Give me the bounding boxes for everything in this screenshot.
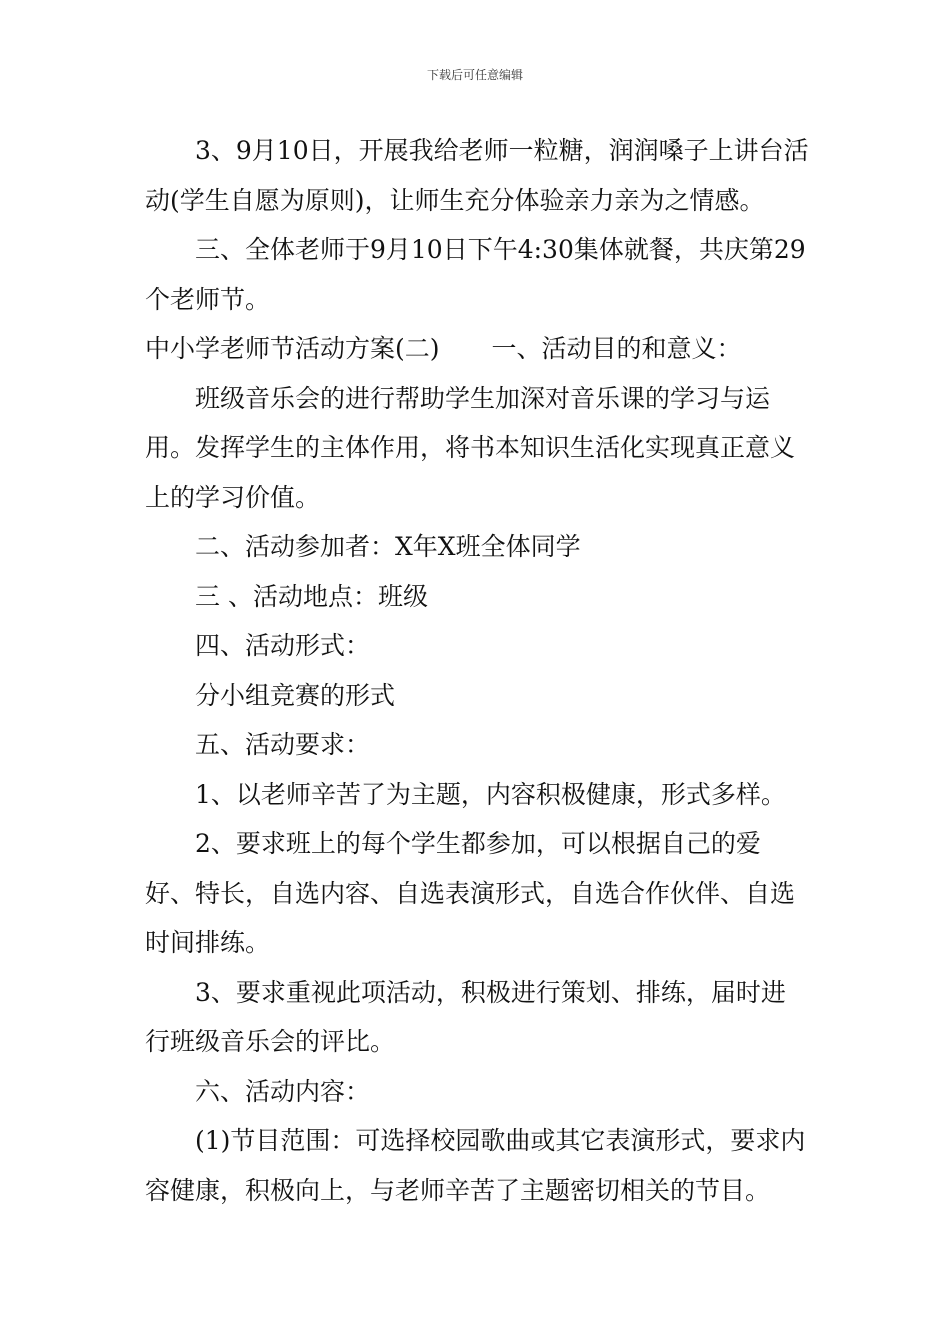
- plan-two-title: 中小学老师节活动方案(二): [145, 334, 440, 363]
- section-purpose-heading: 一、活动目的和意义：: [491, 334, 742, 363]
- requirement-item-1: 1、以老师辛苦了为主题，内容积极健康，形式多样。: [195, 779, 786, 809]
- paragraph-participants: 二、活动参加者：X年X班全体同学: [195, 532, 581, 561]
- page-header-note: 下载后可任意编辑: [426, 68, 523, 82]
- plan-two-heading: [145, 324, 810, 374]
- paragraph-location: 三 、活动地点：班级: [195, 581, 428, 611]
- document-body: [145, 126, 810, 1215]
- paragraph-teacher-candy-activity: 3、9月10日，开展我给老师一粒糖，润润嗓子上讲台活动(学生自愿为原则)，让师生充分体验亲力亲为之情感。: [145, 136, 809, 215]
- section-content-heading: 六、活动内容：: [195, 1076, 371, 1106]
- section-form-heading: 四、活动形式：: [195, 631, 371, 660]
- requirement-item-3: 3、要求重视此项活动，积极进行策划、排练，届时进行班级音乐会的评比。: [145, 977, 786, 1056]
- requirement-item-2: 2、要求班上的每个学生都参加，可以根据自己的爱好、特长，自选内容、自选表演形式，自选合作伙伴、自选时间排练。: [145, 829, 796, 957]
- paragraph-form: 分小组竞赛的形式: [195, 680, 396, 710]
- paragraph-teacher-dinner: 三、全体老师于9月10日下午4:30集体就餐，共庆第29个老师节。: [145, 235, 806, 314]
- paragraph-purpose: 班级音乐会的进行帮助学生加深对音乐课的学习与运用。发挥学生的主体作用，将书本知识生活化实现真正意义上的学习价值。: [145, 383, 796, 512]
- content-item-1: (1)节目范围：可选择校园歌曲或其它表演形式，要求内容健康，积极向上，与老师辛苦了主题密切相关的节目。: [145, 1126, 806, 1205]
- section-requirements-heading: 五、活动要求：: [195, 730, 371, 759]
